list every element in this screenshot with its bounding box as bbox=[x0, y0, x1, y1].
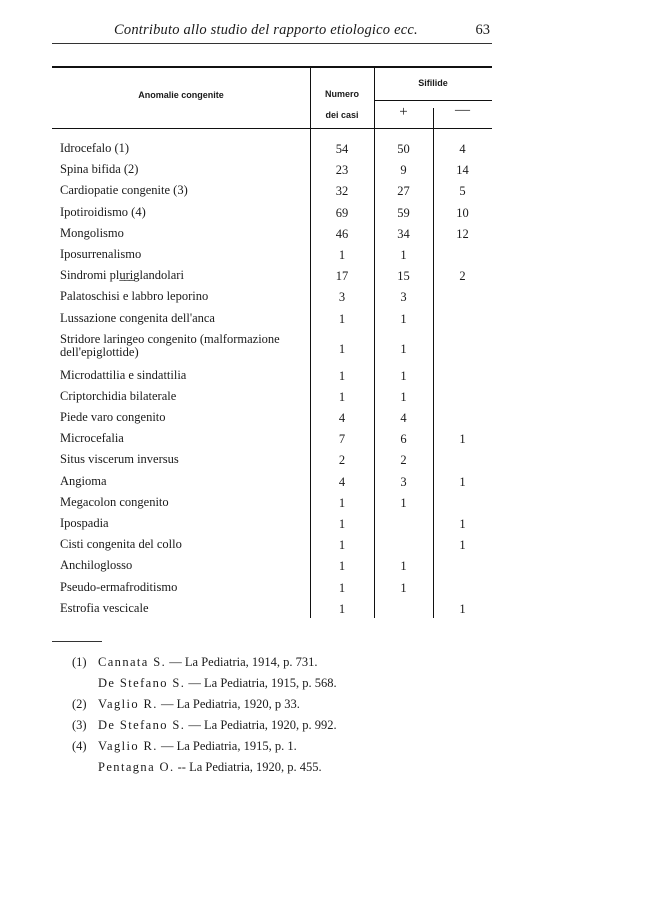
footnote-author: Vaglio R. bbox=[98, 697, 158, 711]
column-header-syphilis: Sifilide bbox=[418, 78, 448, 88]
table-row bbox=[52, 290, 492, 311]
footnote-author: Pentagna O. bbox=[98, 760, 175, 774]
anomaly-name: Estrofia vescicale bbox=[60, 600, 149, 615]
syphilis-negative: 1 bbox=[459, 601, 466, 616]
syphilis-positive: 15 bbox=[397, 269, 410, 284]
syphilis-positive: 1 bbox=[400, 247, 407, 262]
table-row bbox=[52, 496, 492, 517]
anomaly-name: Angioma bbox=[60, 473, 107, 488]
cases-count: 1 bbox=[338, 517, 346, 531]
cases-count: 1 bbox=[338, 389, 346, 404]
syphilis-negative: 12 bbox=[456, 226, 469, 241]
cases-count: 3 bbox=[338, 290, 346, 305]
anomaly-name: Criptorchidia bilaterale bbox=[60, 388, 177, 403]
anomaly-name: Idrocefalo (1) bbox=[60, 141, 130, 155]
anomaly-name: Microcefalia bbox=[60, 431, 124, 446]
syphilis-positive: 1 bbox=[400, 311, 407, 326]
footnote-mark: (4) bbox=[72, 739, 87, 753]
syphilis-positive: 27 bbox=[397, 184, 410, 199]
anomaly-name: Megacolon congenito bbox=[60, 494, 169, 509]
footnote-line bbox=[72, 760, 492, 781]
table-row bbox=[52, 269, 492, 290]
anomalies-table bbox=[52, 66, 492, 618]
table-row bbox=[52, 369, 492, 390]
syphilis-negative: 10 bbox=[456, 205, 469, 220]
cases-count: 1 bbox=[338, 368, 346, 383]
cases-count: 1 bbox=[338, 559, 346, 574]
anomaly-name: Iposurrenalismo bbox=[60, 246, 142, 261]
cases-count: 4 bbox=[338, 411, 346, 426]
table-row bbox=[52, 581, 492, 602]
cases-count: 1 bbox=[338, 341, 346, 356]
syphilis-negative: 2 bbox=[459, 269, 466, 284]
footnote-author: De Stefano S. bbox=[98, 676, 186, 690]
footnote-citation: — La Pediatria, 1915, p. 1. bbox=[160, 739, 297, 753]
syphilis-positive: 1 bbox=[400, 368, 407, 383]
anomaly-name: Sindromi plu̲r̲i̲glandolari bbox=[60, 268, 184, 283]
cases-count: 1 bbox=[338, 495, 346, 510]
table-row bbox=[52, 538, 492, 559]
column-header-cases-line2: dei casi bbox=[325, 110, 359, 120]
page-number: 63 bbox=[475, 22, 490, 38]
footnote-mark: (1) bbox=[72, 655, 87, 669]
syphilis-negative: 1 bbox=[459, 432, 466, 447]
footnote-citation: — La Pediatria, 1920, p 33. bbox=[160, 697, 300, 711]
syphilis-positive: 1 bbox=[400, 389, 407, 404]
footnote-citation: — La Pediatria, 1920, p. 992. bbox=[188, 718, 337, 732]
cases-count: 23 bbox=[335, 163, 349, 178]
table-row bbox=[52, 411, 492, 432]
table-row bbox=[52, 453, 492, 474]
table-row bbox=[52, 206, 492, 227]
table-row bbox=[52, 227, 492, 248]
column-header-cases-line1: Numero bbox=[324, 89, 359, 99]
anomaly-name: Cardiopatie congenite (3) bbox=[60, 183, 188, 198]
running-header bbox=[52, 16, 492, 44]
syphilis-negative: 14 bbox=[456, 163, 469, 178]
table-row bbox=[52, 142, 492, 163]
running-title: Contributo allo studio del rapporto etiologico ecc. bbox=[114, 22, 418, 38]
cases-count: 1 bbox=[338, 247, 346, 262]
syphilis-positive: 50 bbox=[397, 142, 410, 156]
anomaly-name: Mongolismo bbox=[60, 225, 124, 240]
footnote-line bbox=[72, 676, 492, 697]
column-header-anomaly: Anomalie congenite bbox=[138, 90, 224, 100]
header-rule bbox=[52, 43, 492, 44]
table-row bbox=[52, 333, 492, 369]
table-row bbox=[52, 559, 492, 580]
syphilis-positive: 3 bbox=[400, 290, 407, 305]
footnote-mark: (2) bbox=[72, 697, 87, 711]
syphilis-negative: 5 bbox=[459, 184, 466, 199]
cases-count: 1 bbox=[338, 580, 346, 595]
syphilis-negative: 1 bbox=[459, 474, 466, 489]
table-row bbox=[52, 248, 492, 269]
footnote-mark: (3) bbox=[72, 718, 87, 732]
syphilis-positive: 1 bbox=[400, 559, 407, 574]
footnote-line bbox=[72, 697, 492, 718]
syphilis-positive: 1 bbox=[400, 495, 407, 510]
anomaly-name: Cisti congenita del collo bbox=[60, 537, 182, 552]
header-rule bbox=[52, 128, 492, 129]
cases-count: 32 bbox=[335, 184, 349, 199]
syphilis-negative: 4 bbox=[459, 142, 466, 156]
anomaly-name: Anchiloglosso bbox=[60, 558, 133, 573]
table-row bbox=[52, 432, 492, 453]
footnote-citation: — La Pediatria, 1915, p. 568. bbox=[188, 676, 337, 690]
table-row bbox=[52, 163, 492, 184]
table-row bbox=[52, 475, 492, 496]
anomaly-name: Palatoschisi e labbro leporino bbox=[60, 289, 209, 304]
syphilis-negative: 1 bbox=[459, 538, 466, 553]
syphilis-positive: 6 bbox=[400, 432, 407, 447]
anomaly-name: Ipospadia bbox=[60, 516, 109, 530]
anomaly-name: Lussazione congenita dell'anca bbox=[60, 310, 215, 325]
subheader-rule bbox=[374, 100, 492, 101]
column-header-plus: + bbox=[399, 104, 408, 120]
cases-count: 4 bbox=[338, 474, 346, 489]
cases-count: 69 bbox=[335, 205, 349, 220]
cases-count: 54 bbox=[335, 142, 349, 156]
anomaly-name: Piede varo congenito bbox=[60, 410, 166, 425]
syphilis-positive: 34 bbox=[397, 226, 410, 241]
footnote-author: Vaglio R. bbox=[98, 739, 158, 753]
table-row bbox=[52, 602, 492, 623]
footnote-line bbox=[72, 739, 492, 760]
footnote-author: Cannata S. bbox=[98, 655, 167, 669]
anomaly-name: Pseudo-ermafroditismo bbox=[60, 579, 178, 594]
cases-count: 17 bbox=[335, 269, 349, 284]
footnote-citation: -- La Pediatria, 1920, p. 455. bbox=[177, 760, 322, 774]
anomaly-name: Spina bifida (2) bbox=[60, 162, 139, 177]
cases-count: 1 bbox=[338, 601, 346, 616]
anomaly-name: Microdattilia e sindattilia bbox=[60, 367, 187, 382]
cases-count: 46 bbox=[335, 226, 349, 241]
cases-count: 1 bbox=[338, 538, 346, 553]
footnote-line bbox=[72, 655, 492, 676]
footnote-author: De Stefano S. bbox=[98, 718, 186, 732]
table-body bbox=[52, 142, 492, 623]
syphilis-positive: 1 bbox=[400, 341, 407, 356]
table-row bbox=[52, 517, 492, 538]
syphilis-positive: 4 bbox=[400, 411, 407, 426]
column-header-minus: — bbox=[455, 102, 470, 118]
cases-count: 2 bbox=[338, 453, 346, 468]
table-row bbox=[52, 184, 492, 205]
footnotes bbox=[72, 655, 492, 781]
footnote-line bbox=[72, 718, 492, 739]
syphilis-positive: 3 bbox=[400, 474, 407, 489]
table-row bbox=[52, 312, 492, 333]
table-row bbox=[52, 390, 492, 411]
syphilis-positive: 1 bbox=[400, 580, 407, 595]
footnote-citation: — La Pediatria, 1914, p. 731. bbox=[169, 655, 318, 669]
anomaly-name: Ipotiroidismo (4) bbox=[60, 204, 146, 219]
table-top-rule bbox=[52, 66, 492, 68]
cases-count: 7 bbox=[338, 432, 346, 447]
syphilis-positive: 9 bbox=[400, 163, 407, 178]
anomaly-name: Situs viscerum inversus bbox=[60, 452, 179, 467]
syphilis-negative: 1 bbox=[459, 517, 466, 531]
syphilis-positive: 2 bbox=[400, 453, 407, 468]
column-header-cases bbox=[310, 84, 374, 126]
footnote-rule bbox=[52, 641, 102, 642]
cases-count: 1 bbox=[338, 311, 346, 326]
anomaly-name: Stridore laringeo congenito (malformazione dell'epiglottide) bbox=[60, 331, 280, 359]
syphilis-positive: 59 bbox=[397, 205, 410, 220]
